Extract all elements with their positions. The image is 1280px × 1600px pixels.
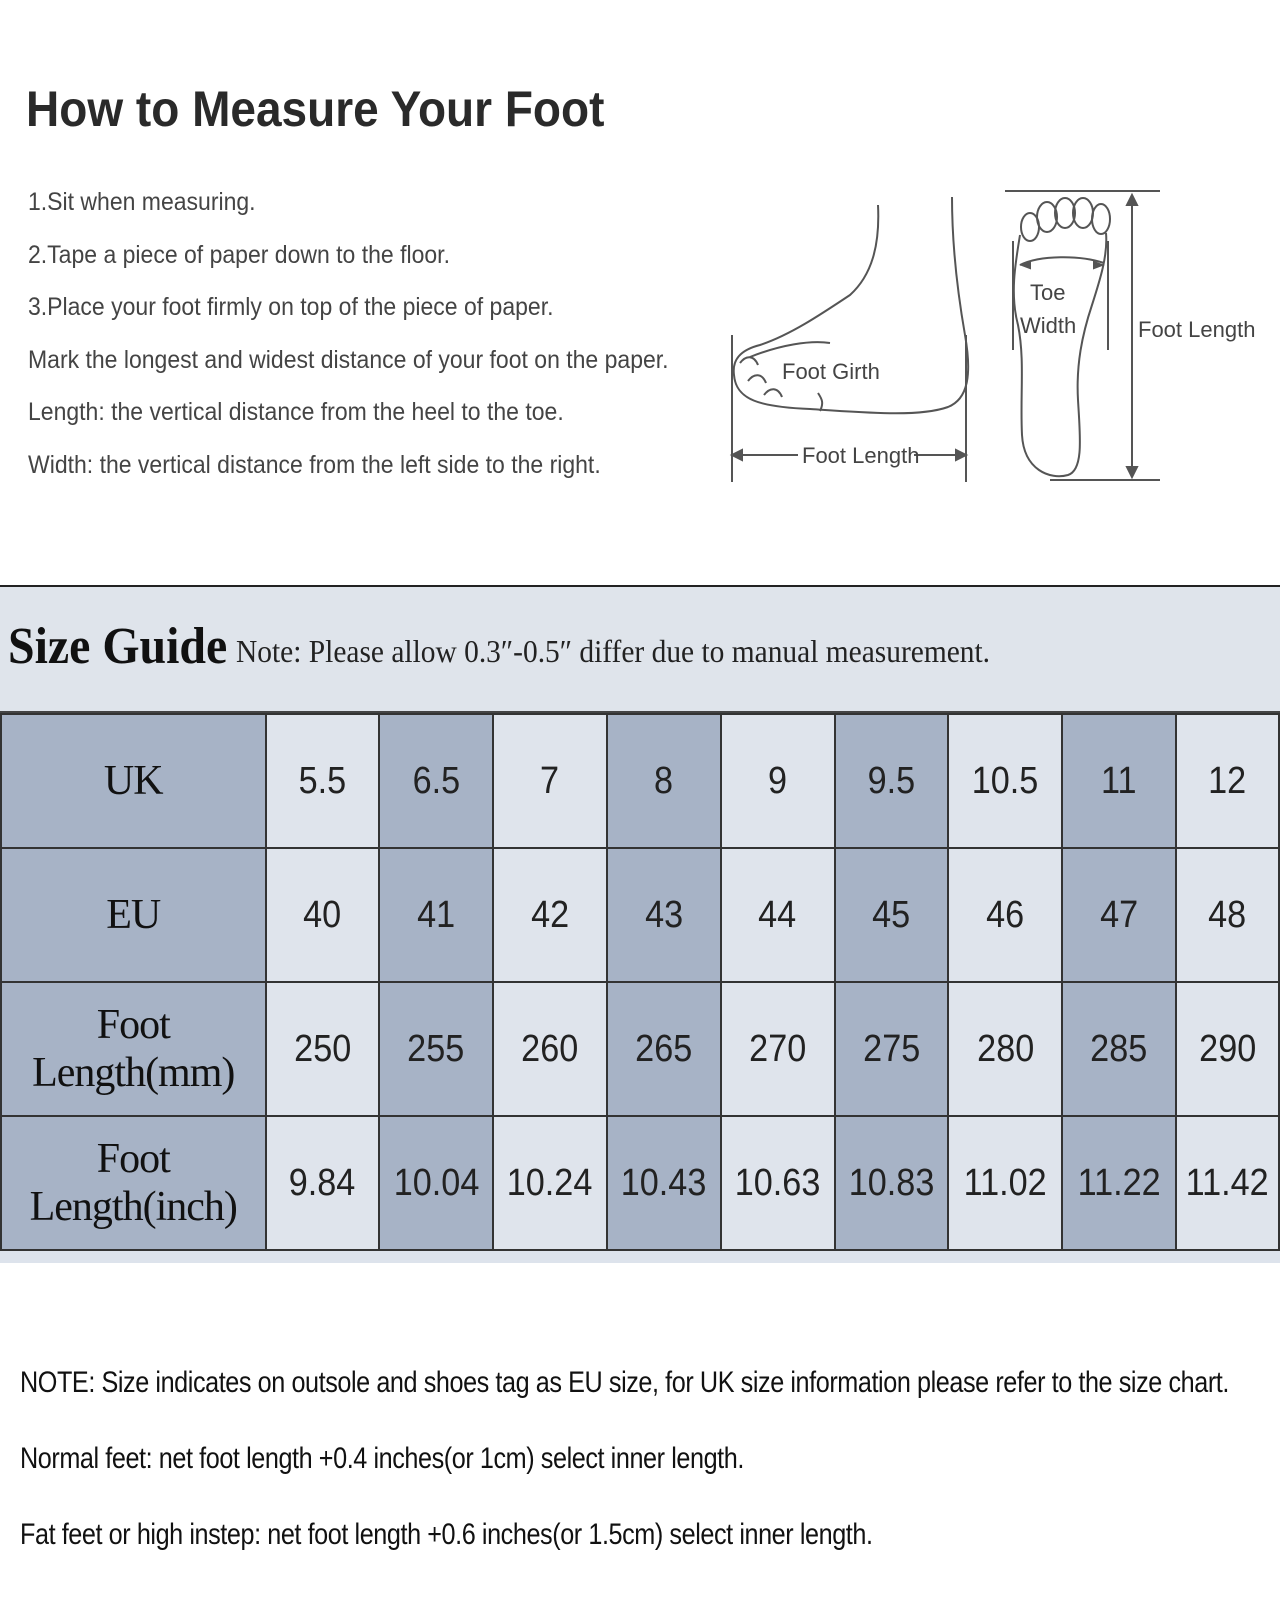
table-cell: 5.5	[266, 714, 380, 848]
table-cell: 8	[607, 714, 721, 848]
table-cell: 48	[1176, 848, 1279, 982]
measure-title: How to Measure Your Foot	[26, 81, 605, 137]
table-cell: 280	[948, 982, 1062, 1116]
table-cell: 250	[266, 982, 380, 1116]
table-cell: 9.5	[835, 714, 949, 848]
table-cell: 11.02	[948, 1116, 1062, 1250]
note-line: NOTE: Size indicates on outsole and shoes tag as EU size, for UK size information please refer to the size chart.	[20, 1366, 1229, 1399]
table-cell: 10.24	[493, 1116, 607, 1250]
table-cell: 255	[379, 982, 493, 1116]
table-cell: 12	[1176, 714, 1279, 848]
size-guide	[0, 585, 1280, 1263]
measure-step: 1.Sit when measuring.	[28, 188, 256, 216]
table-cell: 6.5	[379, 714, 493, 848]
table-row-uk	[1, 714, 1279, 848]
measure-steps	[28, 188, 724, 503]
table-cell: 46	[948, 848, 1062, 982]
note-line: Normal feet: net foot length +0.4 inches(or 1cm) select inner length.	[20, 1442, 744, 1475]
row-label: EU	[1, 848, 266, 982]
size-notes	[20, 1366, 1280, 1594]
table-cell: 7	[493, 714, 607, 848]
table-cell: 11	[1062, 714, 1176, 848]
table-row-eu	[1, 848, 1279, 982]
foot-girth-label: Foot Girth	[782, 359, 880, 384]
table-cell: 10.5	[948, 714, 1062, 848]
side-foot-illustration	[732, 197, 968, 482]
table-cell: 285	[1062, 982, 1176, 1116]
table-cell: 10.04	[379, 1116, 493, 1250]
table-cell: 9.84	[266, 1116, 380, 1250]
table-cell: 43	[607, 848, 721, 982]
table-row-foot-length-inch	[1, 1116, 1279, 1250]
table-cell: 265	[607, 982, 721, 1116]
table-cell: 9	[721, 714, 835, 848]
row-label: Foot Length(inch)	[1, 1116, 266, 1250]
table-cell: 290	[1176, 982, 1279, 1116]
width-label: Width	[1020, 313, 1077, 338]
table-cell: 10.63	[721, 1116, 835, 1250]
measure-step: Width: the vertical distance from the left side to the right.	[28, 450, 601, 479]
toe-label: Toe	[1030, 280, 1066, 305]
table-cell: 275	[835, 982, 949, 1116]
table-cell: 42	[493, 848, 607, 982]
table-cell: 40	[266, 848, 380, 982]
table-cell: 11.42	[1176, 1116, 1279, 1250]
measure-step: 3.Place your foot firmly on top of the piece of paper.	[28, 293, 554, 321]
size-table	[0, 713, 1280, 1251]
foot-diagram	[720, 185, 1280, 505]
table-cell: 41	[379, 848, 493, 982]
measure-step: Length: the vertical distance from the heel to the toe.	[28, 398, 564, 426]
size-guide-title: Size Guide	[8, 618, 228, 675]
table-cell: 45	[835, 848, 949, 982]
table-row-foot-length-mm	[1, 982, 1279, 1116]
top-foot-length-label: Foot Length	[1138, 317, 1256, 342]
measure-step: Mark the longest and widest distance of your foot on the paper.	[28, 345, 669, 374]
side-foot-length-label: Foot Length	[802, 443, 920, 468]
table-cell: 10.83	[835, 1116, 949, 1250]
size-guide-note: Note: Please allow 0.3″-0.5″ differ due to manual measurement.	[236, 633, 991, 669]
row-label: Foot Length(mm)	[1, 982, 266, 1116]
row-label: UK	[1, 714, 266, 848]
table-cell: 47	[1062, 848, 1176, 982]
table-cell: 44	[721, 848, 835, 982]
size-guide-header	[0, 585, 1280, 713]
foot-diagram-svg	[720, 185, 1280, 505]
measure-step: 2.Tape a piece of paper down to the floor.	[28, 240, 450, 269]
table-cell: 270	[721, 982, 835, 1116]
table-cell: 260	[493, 982, 607, 1116]
table-cell: 10.43	[607, 1116, 721, 1250]
table-cell: 11.22	[1062, 1116, 1176, 1250]
note-line: Fat feet or high instep: net foot length +0.6 inches(or 1.5cm) select inner length.	[20, 1518, 873, 1551]
